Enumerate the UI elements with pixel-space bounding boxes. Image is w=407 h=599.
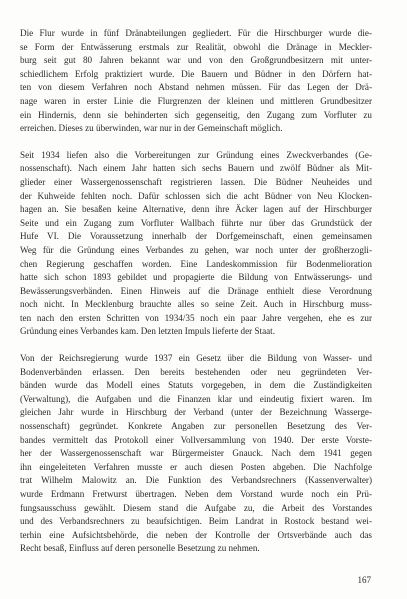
text-line: her der Wassergenossenschaft war Bürgermeister Gnauck. Nach dem 1941 gegen — [20, 448, 372, 459]
text-line: fungsausschuss gewählt. Diesem stand die Aufgabe zu, die Arbeit des Vorstandes — [20, 502, 372, 513]
text-line: Bewässerungsverbänden. Einen Hinweis auf die Dränage enthielt diese Verordnung — [20, 285, 372, 296]
text-line: schiedlichem Erfolg praktiziert wurde. Die Bauern und Büdner in den Dörfern hat- — [20, 68, 372, 79]
text-line: bänden wurde das Modell eines Statuts vorgegeben, in dem die Zuständigkeiten — [20, 380, 372, 391]
text-line: Seite und ein Zugang zum Vorfluter Wallbach führte nur über das Grundstück der — [20, 217, 372, 228]
text-line: se Form der Entwässerung erstmals zur Realität, obwohl die Dränage in Meckler- — [20, 41, 372, 52]
text-line: Recht besaß, Einfluss auf deren personelle Besetzung zu nehmen. — [20, 543, 260, 554]
text-line: nage waren in erster Linie die Flurgrenzen der kleinen und mittleren Grundbesitzer — [20, 95, 372, 106]
text-line: Die Flur wurde in fünf Dränabteilungen gegliedert. Für die Hirschburger wurde die- — [20, 28, 372, 38]
text-line: terhin eine Aufsichtsbehörde, die neben der Kontrolle der Ortsverbände auch das — [20, 529, 372, 540]
text-line: nossenschaft) gegründet. Konkrete Angaben zur personellen Besetzung des Ver- — [20, 421, 372, 432]
text-line: burg seit gut 80 Jahren bekannt war und von den Großgrundbesitzern mit unter- — [20, 55, 372, 66]
text-line: ten nach den ersten Schritten von 1934/35 noch ein paar Jahre vergehen, ehe es zur — [20, 312, 372, 323]
text-line: gleichen Jahr wurde in Hirschburg der Verband (unter der Bezeichnung Wasserge- — [20, 407, 372, 418]
text-line: Bodenverbänden erlassen. Den bereits bestehenden oder neu gegründeten Ver- — [20, 366, 372, 377]
text-line: ein Hindernis, denn sie behinderten sich gegenseitig, den Zugang zum Vorfluter zu — [20, 109, 372, 120]
text-line: ten von diesem Verfahren noch Abstand nehmen müssen. Für das Legen der Drä- — [20, 82, 372, 93]
paragraph-association-founding — [20, 149, 372, 339]
text-line: chen Regierung geschaffen worden. Eine Landeskommission für Bodenmelioration — [20, 258, 372, 269]
text-line: Von der Reichsregierung wurde 1937 ein Gesetz über die Bildung von Wasser- und — [20, 353, 372, 364]
text-line: erreichen. Dieses zu überwinden, war nur in der Gemeinschaft möglich. — [20, 123, 283, 134]
text-line: der Kuhweide fehlten noch. Dafür schlossen sich die acht Büdner von Neu Klocken- — [20, 190, 372, 201]
text-line: noch nicht. In Mecklenburg brauchte alles so seine Zeit. Auch in Hirschburg muss- — [20, 299, 372, 310]
text-line: (Verwaltung), die Aufgaben und die Finanzen klar und eindeutig fixiert waren. Im — [20, 393, 372, 404]
text-line: Gründung eines Verbandes kam. Den letzten Impuls lieferte der Staat. — [20, 326, 275, 337]
text-line: ihn eingeleiteten Verfahren musste er auch diesen Posten abgeben. Die Nachfolge — [20, 461, 372, 472]
text-line: Weg für die Gründung eines Verbandes zu gehen, war noch unter der großherzogli- — [20, 244, 372, 255]
text-line: glieder einer Wassergenossenschaft registrieren lassen. Die Büdner Neuheides und — [20, 176, 372, 187]
paragraph-reich-law — [20, 352, 372, 556]
text-line: Seit 1934 liefen also die Vorbereitungen zur Gründung eines Zweckverbandes (Ge- — [20, 149, 372, 160]
text-line: und des Verbandsrechners zu beaufsichtigen. Beim Landrat in Rostock bestand wei- — [20, 516, 372, 527]
text-line: hatte sich schon 1893 gebildet und propagierte die Bildung von Entwässerungs- und — [20, 272, 372, 283]
text-line: nossenschaft). Nach einem Jahr hatten sich sechs Bauern und zwölf Büdner als Mit- — [20, 163, 372, 174]
paragraph-drainage — [20, 27, 372, 136]
text-line: hagen an. Sie besaßen keine Alternative, denn ihre Äcker lagen auf der Hirschburger — [20, 204, 372, 215]
text-line: bandes vermittelt das Protokoll einer Vollversammlung von 1940. Der erste Vorste- — [20, 434, 372, 445]
page-number: 167 — [357, 575, 371, 585]
text-line: Hufe VI. Die Voraussetzung innerhalb der Dorfgemeinschaft, einen gemeinsamen — [20, 231, 372, 242]
text-line: wurde Erdmann Fretwurst übertragen. Neben dem Vorstand wurde noch ein Prü- — [20, 489, 372, 499]
text-line: trat Wilhelm Malowitz an. Die Funktion des Verbandsrechners (Kassenverwalter) — [20, 475, 372, 486]
